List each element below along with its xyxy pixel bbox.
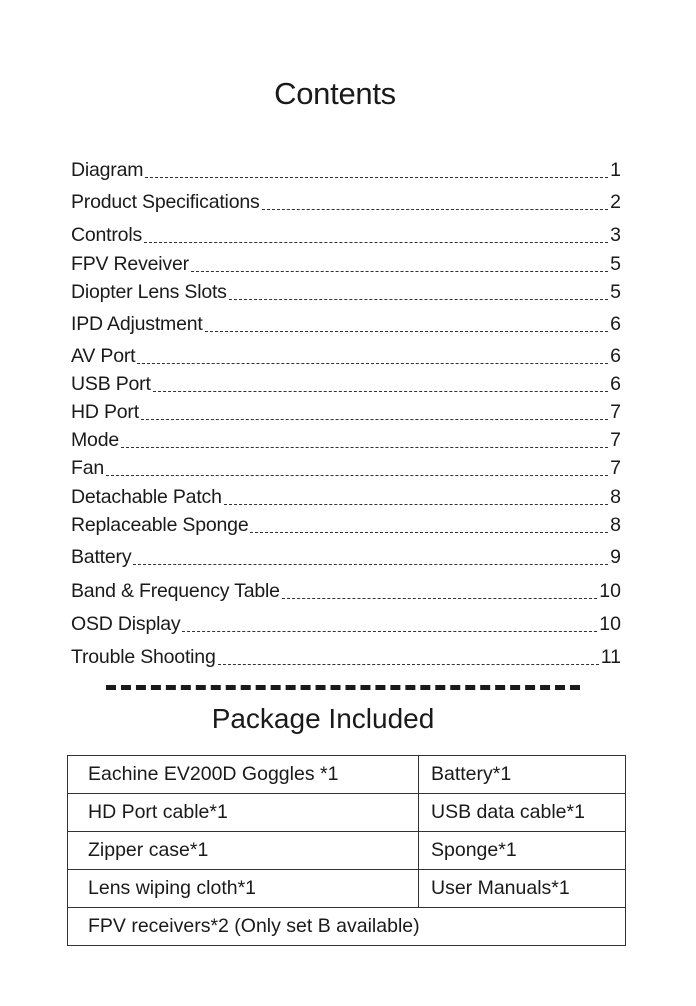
table-row (68, 908, 626, 946)
toc-entry-label: OSD Display (71, 613, 181, 635)
toc-entry-label: Diagram (71, 159, 144, 181)
toc-entry[interactable] (71, 579, 621, 603)
toc-leader-dots (191, 271, 608, 272)
toc-entry[interactable] (71, 485, 621, 509)
toc-leader-dots (282, 598, 598, 599)
toc-entry-label: Trouble Shooting (71, 646, 216, 668)
package-table (67, 755, 626, 946)
toc-entry-label: Detachable Patch (71, 486, 222, 508)
toc-entry[interactable] (71, 223, 621, 247)
toc-entry-page: 1 (610, 159, 621, 181)
package-item: Eachine EV200D Goggles *1 (68, 756, 419, 794)
toc-leader-dots (145, 177, 608, 178)
toc-entry-page: 5 (610, 253, 621, 275)
toc-entry[interactable] (71, 645, 621, 669)
toc-leader-dots (262, 209, 609, 210)
toc-leader-dots (144, 242, 608, 243)
toc-entry-page: 3 (610, 224, 621, 246)
table-row (68, 794, 626, 832)
toc-entry[interactable] (71, 280, 621, 304)
section-divider (106, 685, 580, 690)
toc-leader-dots (182, 631, 597, 632)
toc-entry-label: IPD Adjustment (71, 313, 203, 335)
toc-leader-dots (121, 447, 608, 448)
toc-entry-page: 10 (599, 580, 621, 602)
toc-entry[interactable] (71, 252, 621, 276)
package-item: FPV receivers*2 (Only set B available) (68, 908, 626, 946)
toc-entry[interactable] (71, 400, 621, 424)
toc-entry-page: 5 (610, 281, 621, 303)
package-item: Battery*1 (419, 756, 626, 794)
toc-entry-label: Battery (71, 546, 132, 568)
toc-entry-page: 2 (610, 191, 621, 213)
toc-entry-page: 6 (610, 373, 621, 395)
toc-leader-dots (137, 363, 608, 364)
toc-entry-label: Fan (71, 457, 105, 479)
table-row (68, 756, 626, 794)
toc-leader-dots (224, 504, 608, 505)
toc-entry-page: 8 (610, 514, 621, 536)
toc-entry-label: FPV Reveiver (71, 253, 189, 275)
toc-entry-label: Replaceable Sponge (71, 514, 249, 536)
toc-entry-label: Band & Frequency Table (71, 580, 280, 602)
toc-entry[interactable] (71, 612, 621, 636)
toc-leader-dots (205, 331, 609, 332)
toc-entry-page: 7 (610, 429, 621, 451)
toc-entry-label: Product Specifications (71, 191, 260, 213)
toc-entry-page: 6 (610, 313, 621, 335)
toc-entry[interactable] (71, 513, 621, 537)
toc-entry-page: 7 (610, 401, 621, 423)
toc-entry-page: 11 (600, 646, 621, 668)
table-row (68, 870, 626, 908)
toc-leader-dots (250, 532, 608, 533)
toc-entry[interactable] (71, 312, 621, 336)
toc-leader-dots (133, 564, 608, 565)
toc-leader-dots (106, 475, 608, 476)
package-item: Sponge*1 (419, 832, 626, 870)
toc-entry-label: Controls (71, 224, 143, 246)
toc-entry[interactable] (71, 545, 621, 569)
package-item: USB data cable*1 (419, 794, 626, 832)
toc-entry[interactable] (71, 190, 621, 214)
toc-entry[interactable] (71, 158, 621, 182)
toc-leader-dots (141, 419, 608, 420)
toc-entry[interactable] (71, 428, 621, 452)
toc-entry-page: 6 (610, 345, 621, 367)
package-title: Package Included (211, 703, 435, 734)
toc-leader-dots (153, 391, 608, 392)
package-item: HD Port cable*1 (68, 794, 419, 832)
toc-entry-label: USB Port (71, 373, 151, 395)
toc-entry-label: Diopter Lens Slots (71, 281, 227, 303)
package-item: User Manuals*1 (419, 870, 626, 908)
toc-entry-page: 9 (610, 546, 621, 568)
toc-entry-label: HD Port (71, 401, 139, 423)
toc-entry-page: 8 (610, 486, 621, 508)
package-item: Zipper case*1 (68, 832, 419, 870)
contents-title: Contents (274, 76, 396, 111)
toc-entry-label: Mode (71, 429, 119, 451)
toc-entry[interactable] (71, 456, 621, 480)
table-row (68, 832, 626, 870)
toc-leader-dots (218, 664, 599, 665)
toc-entry-page: 7 (610, 457, 621, 479)
toc-entry-label: AV Port (71, 345, 136, 367)
toc-entry-page: 10 (599, 613, 621, 635)
package-item: Lens wiping cloth*1 (68, 870, 419, 908)
toc-entry[interactable] (71, 372, 621, 396)
toc-leader-dots (229, 299, 608, 300)
toc-entry[interactable] (71, 344, 621, 368)
